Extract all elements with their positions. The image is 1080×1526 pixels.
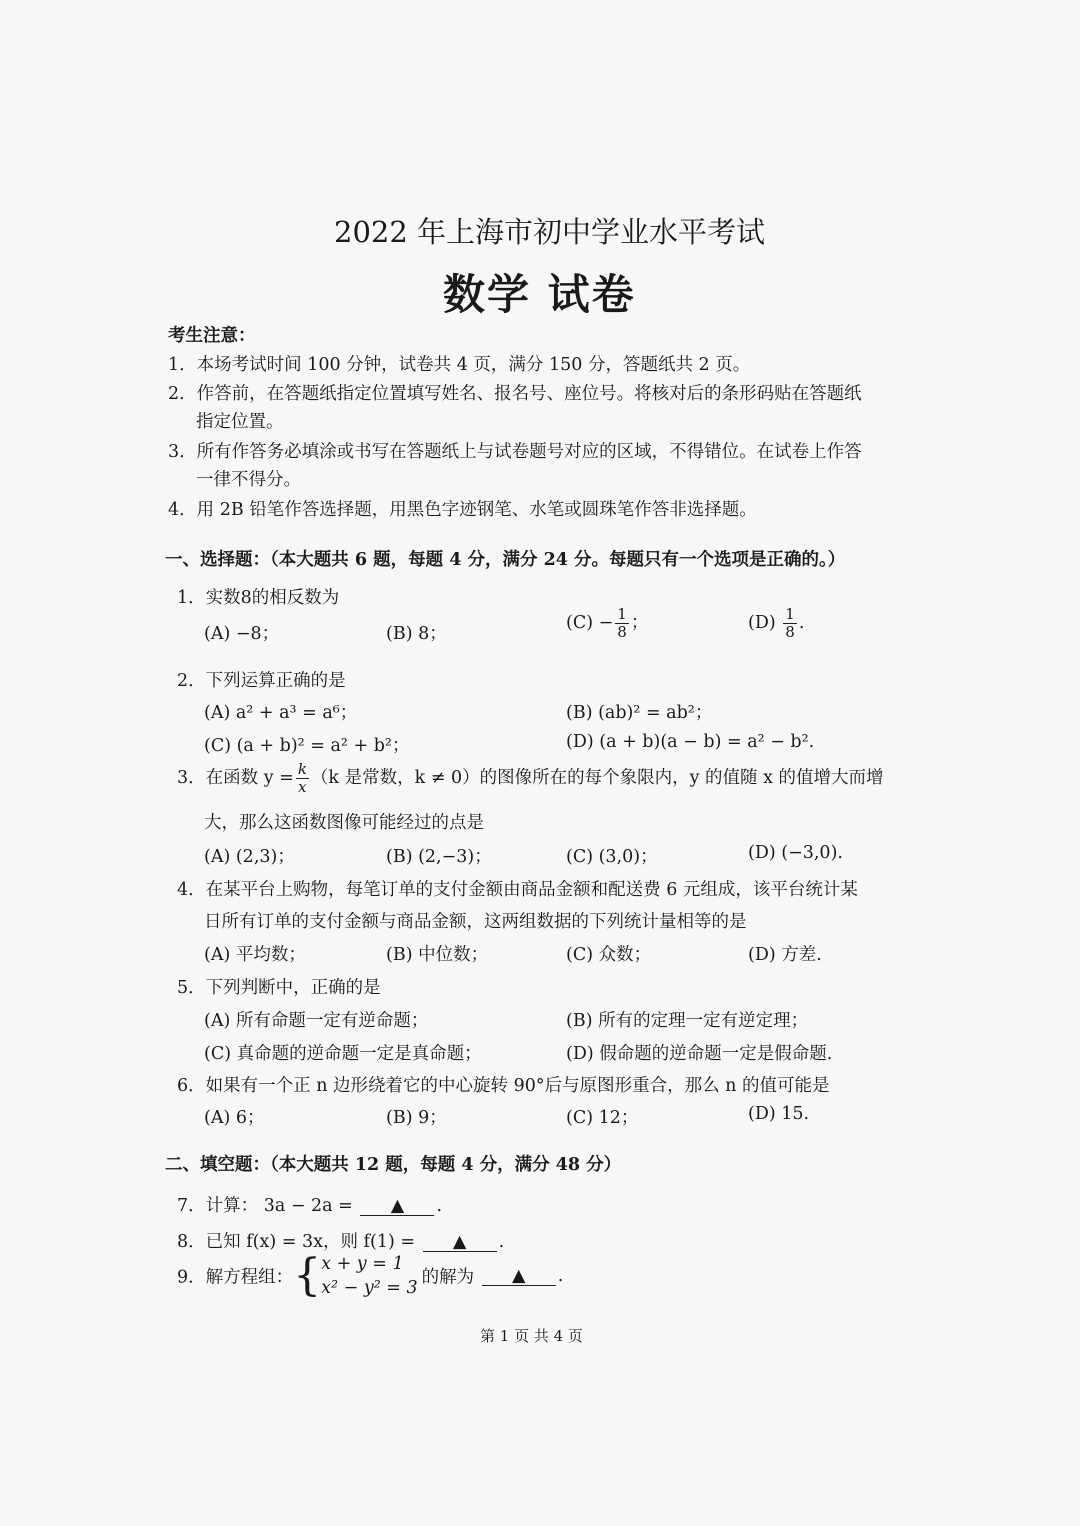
q2-option-a: (A) a² + a³ = a⁶； bbox=[204, 703, 358, 723]
q9-equation-system bbox=[321, 1252, 418, 1300]
q8-stem: 8．已知 f(x) = 3x，则 f(1) = bbox=[177, 1232, 416, 1252]
q2-stem: 2．下列运算正确的是 bbox=[177, 671, 346, 691]
q4-option-c: (C) 众数； bbox=[566, 945, 652, 965]
q1-option-c-suffix: ； bbox=[630, 613, 649, 633]
section1-heading: 一、选择题：（本大题共 6 题，每题 4 分，满分 24 分。每题只有一个选项是正确的。） bbox=[165, 550, 846, 570]
q2-option-b: (B) (ab)² = ab²； bbox=[566, 703, 713, 723]
q8-answer-blank bbox=[423, 1233, 497, 1252]
q1-option-d bbox=[748, 606, 804, 641]
q9-brace: { bbox=[293, 1250, 322, 1301]
q9 bbox=[177, 1252, 563, 1300]
q3-stem bbox=[177, 761, 884, 796]
q3-fraction bbox=[296, 761, 309, 796]
q6-option-b: (B) 9； bbox=[386, 1108, 447, 1128]
q1-option-c-fraction bbox=[615, 606, 629, 641]
q1-option-a: (A) −8； bbox=[204, 624, 280, 644]
q5-option-b: (B) 所有的定理一定有逆定理； bbox=[566, 1011, 809, 1031]
notice-item-1: 1．本场考试时间 100 分钟，试卷共 4 页，满分 150 分，答题纸共 2 页。 bbox=[168, 355, 751, 375]
page-footer: 第 1 页 共 4 页 bbox=[480, 1327, 583, 1345]
q6-option-d: (D) 15. bbox=[748, 1104, 810, 1124]
q3-stem-pre: 3．在函数 y = bbox=[177, 768, 294, 788]
fraction-denominator: 8 bbox=[785, 623, 795, 641]
q2-option-c: (C) (a + b)² = a² + b²； bbox=[204, 736, 410, 756]
q7-answer-blank bbox=[360, 1197, 434, 1216]
q8-period: . bbox=[498, 1232, 505, 1252]
triangle-mark-icon: ▲ bbox=[390, 1196, 405, 1216]
q6-stem: 6．如果有一个正 n 边形绕着它的中心旋转 90°后与原图形重合，那么 n 的值可能是 bbox=[177, 1076, 830, 1096]
q9-equation-1: x + y = 1 bbox=[321, 1254, 404, 1274]
q3-stem-post: （k 是常数，k ≠ 0）的图像所在的每个象限内，y 的值随 x 的值增大而增 bbox=[310, 768, 884, 788]
q3-option-d: (D) (−3,0). bbox=[748, 843, 843, 863]
q1-option-c-prefix: (C) − bbox=[566, 613, 614, 633]
q9-mid-text: 的解为 bbox=[421, 1267, 475, 1288]
exam-title: 2022 年上海市初中学业水平考试 bbox=[334, 215, 766, 249]
fraction-denominator: 8 bbox=[617, 623, 627, 641]
q7 bbox=[177, 1192, 442, 1217]
q3-option-b: (B) (2,−3)； bbox=[386, 847, 492, 867]
exam-subtitle: 数学 试卷 bbox=[443, 270, 636, 319]
triangle-mark-icon: ▲ bbox=[511, 1265, 526, 1286]
q1-option-b: (B) 8； bbox=[386, 624, 447, 644]
fraction-numerator: k bbox=[297, 760, 307, 778]
q4-option-a: (A) 平均数； bbox=[204, 945, 306, 965]
q1-option-d-suffix: . bbox=[798, 613, 805, 633]
fraction-denominator: x bbox=[298, 778, 307, 796]
fraction-numerator: 1 bbox=[785, 605, 795, 623]
q9-stem: 9．解方程组： bbox=[177, 1267, 294, 1288]
notice-item-4: 4．用 2B 铅笔作答选择题，用黑色字迹钢笔、水笔或圆珠笔作答非选择题。 bbox=[168, 500, 757, 520]
notice-item-2-cont: 指定位置。 bbox=[196, 412, 284, 432]
q6-option-a: (A) 6； bbox=[204, 1108, 265, 1128]
q2-option-d: (D) (a + b)(a − b) = a² − b². bbox=[566, 732, 815, 752]
q6-option-c: (C) 12； bbox=[566, 1108, 639, 1128]
q9-period: . bbox=[557, 1266, 564, 1286]
q1-option-c bbox=[566, 606, 648, 641]
q3-stem-line2: 大，那么这函数图像可能经过的点是 bbox=[204, 813, 484, 833]
notice-item-3-cont: 一律不得分。 bbox=[196, 470, 301, 490]
q1-stem: 1．实数8的相反数为 bbox=[177, 588, 340, 608]
q5-option-d: (D) 假命题的逆命题一定是假命题. bbox=[566, 1044, 833, 1064]
q5-option-a: (A) 所有命题一定有逆命题； bbox=[204, 1011, 429, 1031]
q7-stem: 7．计算： 3a − 2a = bbox=[177, 1196, 353, 1216]
q7-period: . bbox=[436, 1196, 443, 1216]
q4-stem-line1: 4．在某平台上购物，每笔订单的支付金额由商品金额和配送费 6 元组成，该平台统计某 bbox=[177, 880, 858, 900]
q1-option-d-fraction bbox=[783, 606, 797, 641]
triangle-mark-icon: ▲ bbox=[452, 1232, 467, 1252]
q4-stem-line2: 日所有订单的支付金额与商品金额，这两组数据的下列统计量相等的是 bbox=[204, 912, 747, 932]
q9-answer-blank bbox=[482, 1267, 556, 1286]
section2-heading: 二、填空题：（本大题共 12 题，每题 4 分，满分 48 分） bbox=[165, 1155, 622, 1175]
q1-option-d-prefix: (D) bbox=[748, 613, 776, 633]
q4-option-b: (B) 中位数； bbox=[386, 945, 489, 965]
notice-item-2: 2．作答前，在答题纸指定位置填写姓名、报名号、座位号。将核对后的条形码贴在答题纸 bbox=[168, 384, 862, 404]
q4-option-d: (D) 方差. bbox=[748, 945, 822, 965]
notice-heading: 考生注意： bbox=[168, 326, 256, 346]
q5-stem: 5．下列判断中，正确的是 bbox=[177, 978, 381, 998]
q8 bbox=[177, 1228, 504, 1253]
q3-option-a: (A) (2,3)； bbox=[204, 847, 295, 867]
q9-equation-2: x² − y² = 3 bbox=[321, 1278, 418, 1298]
notice-item-3: 3．所有作答务必填涂或书写在答题纸上与试卷题号对应的区域，不得错位。在试卷上作答 bbox=[168, 442, 862, 462]
q3-option-c: (C) (3,0)； bbox=[566, 847, 658, 867]
fraction-numerator: 1 bbox=[617, 605, 627, 623]
q5-option-c: (C) 真命题的逆命题一定是真命题； bbox=[204, 1044, 482, 1064]
